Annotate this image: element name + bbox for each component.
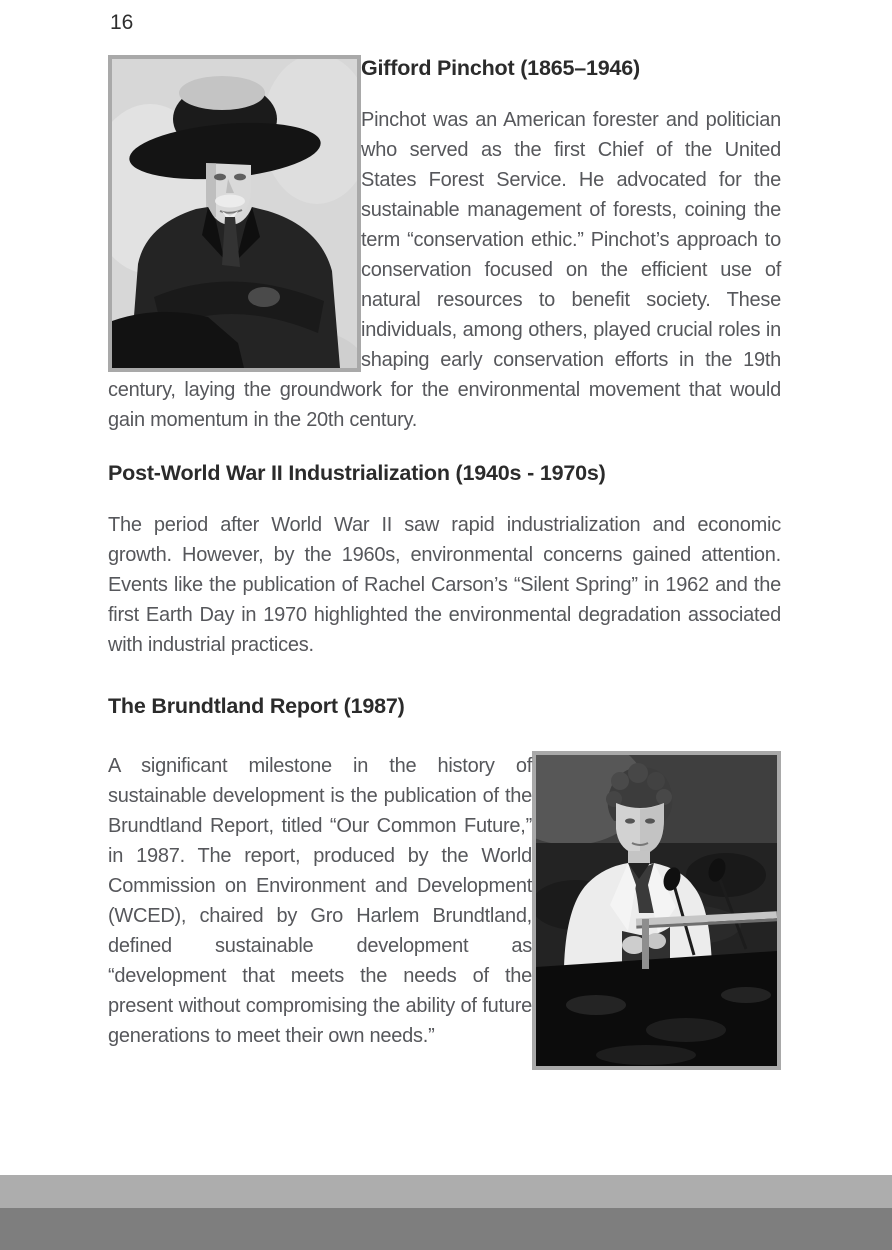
section-postwar-industrialization (108, 460, 781, 660)
section-brundtland-report (108, 693, 781, 1070)
section-gifford-pinchot (108, 55, 781, 435)
brundtland-podium-illustration (536, 755, 777, 1066)
page-number: 16 (110, 11, 134, 34)
section-heading: Post-World War II Industrialization (1940s - 1970s) (108, 461, 606, 485)
section-heading: Gifford Pinchot (1865–1946) (361, 56, 640, 80)
section-paragraph: Pinchot was an American forester and politician who served as the first Chief of the United States Forest Service. He advocated for the sustainable management of forests, coining the term “conservation ethic.” Pinchot’s approach to conservation focused on the efficient use of natural resources to benefit society. These individuals, among others, played crucial roles in shaping early conservation efforts in the 19th century, laying the groundwork for the environmental movement that would gain momentum in the 20th century. (108, 109, 781, 431)
gro-harlem-brundtland-photo (532, 751, 781, 1070)
section-heading: The Brundtland Report (1987) (108, 694, 405, 718)
pinchot-portrait-illustration (112, 59, 357, 368)
gifford-pinchot-photo (108, 55, 361, 372)
section-paragraph: A significant milestone in the history of sustainable development is the publication of the Brundtland Report, titled “Our Common Future,” in 1987. The report, produced by the World Commission on Environment and Development (WCED), chaired by Gro Harlem Brundtland, defined sustainable development as “development that meets the needs of the present without compromising the ability of future generations to meet their own needs.” (108, 755, 532, 1047)
footer-bar-light (0, 1175, 892, 1208)
footer-bar-dark (0, 1208, 892, 1250)
section-paragraph: The period after World War II saw rapid industrialization and economic growth. However, by the 1960s, environmental concerns gained attention. Events like the publication of Rachel Carson’s “Silent Spring” in 1962 and the first Earth Day in 1970 highlighted the environmental degradation associated with industrial practices. (108, 514, 781, 656)
page-content (0, 55, 892, 1070)
